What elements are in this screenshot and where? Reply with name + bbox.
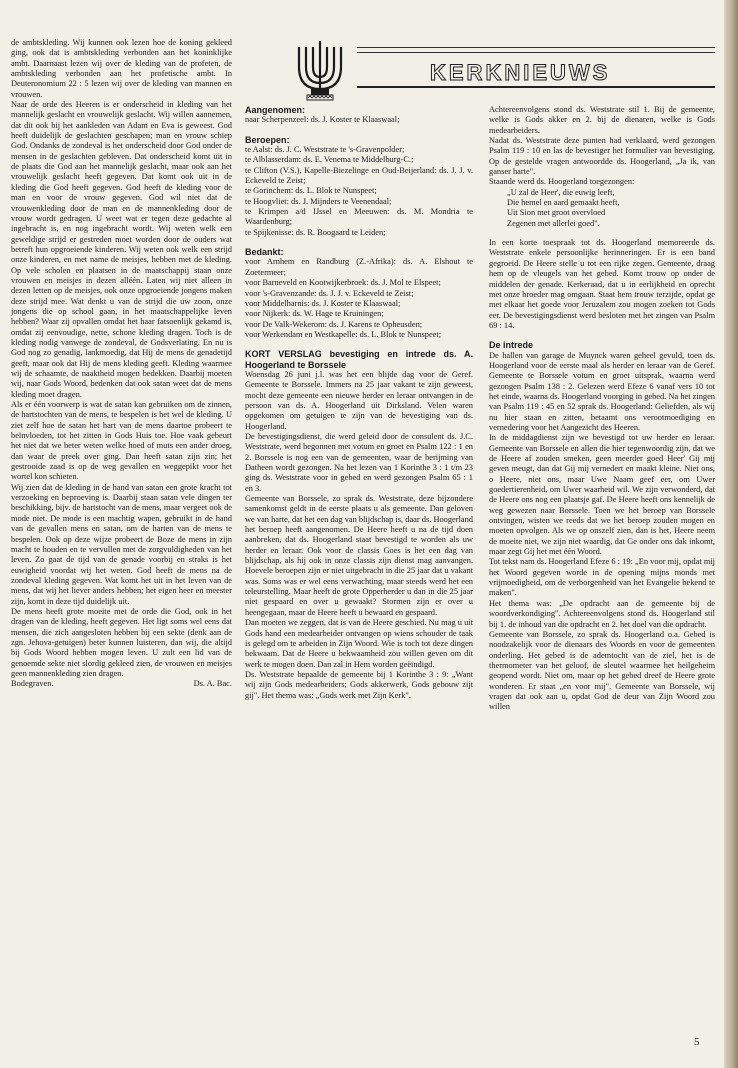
verse-line: Zegenen met allerlei goed". bbox=[507, 218, 600, 228]
signature-place: Bodegraven. bbox=[11, 679, 54, 689]
list-item: voor De Valk-Wekerom: ds. J. Karens te Opheusden; bbox=[245, 319, 423, 329]
paragraph: De mens heeft grote moeite met de orde die God, ook in het dragen van de kleding, heeft gegeven. Het ligt soms wel eens dat mensen, die zich aangesloten hebben bij een sekte (denk aan de zgn. Jehova-getuigen) beter kunnen luisteren, dan wij, die altijd bij Gods Woord hebben mogen leven. U zult een lid van de genoemde sekte niet slordig gekleed zien, de vrouwen en meisjes geen mannenkleding zien dragen. bbox=[11, 606, 232, 678]
page-edge bbox=[724, 0, 738, 1068]
header-rule-top bbox=[357, 47, 715, 48]
list-item: te Clifton (V.S.), Kapelle-Biezelinge en Oud-Beijerland: ds. J. J. v. Eckeveld te Zeist; bbox=[245, 165, 473, 186]
paragraph: Het thema was: „De opdracht aan de gemeente bij de woordverkondiging". Achtereenvolgens stond ds. Hoogerland stil bij 1. de inhoud van die opdracht en 2. het doel van die opdracht. bbox=[489, 598, 715, 629]
paragraph: Naar de orde des Heeren is er onderscheid in kleding van het mannelijk geslacht en vrouwelijk geslacht. Wij willen aannemen, dat dit ook bij het aankleden van Adam en Eva is geweest. God heeft duidelijk de geslachten geschapen; man en vrouw schiep God. Ondanks de zondeval is het onderscheid door God onder de mensen in de geslachten gebleven. Dat onderscheid komt uit in de plaats die God aan het mannelijk geslacht, maar ook aan het vrouwelijk geslacht heeft gegeven. Dat komt ook uit in de kleding die God heeft gegeven. God heeft de kleding voor de man en voor de vrouw gegeven. God wil niet dat de vrouwenkleding door de man en de mannenkleding door de vrouw wordt gedragen. U weet wat er tegen deze gedachte al ingebracht is, en nog ingebracht wordt. Wij weten welk een geweldige strijd er gestreden moet worden door de ouders wat betreft hun opgroeiende kinderen. Wij weten ook welk een strijd onze kinderen, en met name de meisjes, hebben met de kleding. Op vele scholen en plaatsen in de maatschappij staan onze vrouwen en meisjes in dezen alléén. Laten wij niet alleen in dezen letten op de meisjes, ook onze opgroeiende jongens maken deze strijd mee. Wat denkt u van de strijd die uw zoon, onze jongens die op school gaan, in het maatschappelijke leven hebben? Waar zij opvallen omdat het haar fatsoenlijk gekamd is, omdat zij eenvoudige, nette, schone kleding dragen. Toch is de kleding nodig vanwege de zondeval, de Godsverlating. En nu is God nog zo genadig, lankmoedig, dat Hij de mens de genadetijd geeft, maar ook dat Hij de mens kleding geeft. Kleding waarmee wij de schaamte, de naaktheid mogen bedekken. Daarbij moeten wij, naar Gods Woord, bedenken dat ook satan weet dat de mens kleding moet dragen. bbox=[11, 100, 232, 399]
column-1 bbox=[11, 38, 232, 690]
paragraph: Achtereenvolgens stond ds. Weststrate stil 1. Bij de gemeente, welke is Gods akker en 2. bij de dienaren, welke is Gods medearbeiders. bbox=[489, 105, 715, 135]
list-item: voor Werkendam en Westkapelle: ds. L. Blok te Nunspeet; bbox=[245, 329, 442, 339]
section-title: KERKNIEUWS bbox=[430, 60, 611, 85]
paragraph: naar Scherpenzeel: ds. J. Koster te Klaaswaal; bbox=[245, 115, 400, 125]
paragraph: Gemeente van Borssele, zo sprak ds. Hoogerland o.a. Gebed is noodzakelijk voor de dienaars des Woords en voor de gemeenten onderling. Het gebed is de ademtocht van de ziel, het is de thermometer van het geloof, de sleutel waarmee het heilgeheim geopend wordt. Niet om, maar op het gebed dreef de Heere grote wonderen. Er staat „en voor mij". Gemeente van Borssele, wij vragen dat ook aan u, opdat God de deur van Zijn Woord zou willen bbox=[489, 629, 715, 712]
paragraph: In de middagdienst zijn we bevestigd tot uw herder en leraar. Gemeente van Borssele en allen die hier tegenwoordig zijn, dat we de Heere af zouden smeken, geen meerder goed Heer' Gij mij geven meugt, dan dat Gij mij vernedert en maakt kleine. Niet ons, o Heere, niet ons, maar Uwe Naam geef eer, om Uwer goedertierenheid, om Uwer waarheid wil. We zijn verwonderd, dat de Heere ons nog een plaatsje gaf. De Heere heeft ons kennelijk de weg gewezen naar Borssele. Toen we het beroep van Borssele ontvingen, wisten we reeds dat we het beroep zouden mogen en moeten opvolgen. Als we op onszelf zien, dan is het, Heere neem de moeite niet, we zijn niet waardig, dat Ge onder ons dak inkomt, maar zegt Gij het met één Woord. bbox=[489, 433, 715, 557]
paragraph: De hallen van garage de Muynck waren geheel gevuld, toen ds. Hoogerland voor de eerste maal als herder en leraar van de Geref. Gemeente te Borssele votum en groet uitsprak, waarna werd gezongen Psalm 138 : 2. Gelezen werd Efeze 6 vanaf vers 10 tot het einde, waarna ds. Hoogerland voorging in gebed. Na het zingen van Psalm 119 : 45 en 52 sprak ds. Hoogerland: Geliefden, als wij nu hier staan en zitten, betaamt ons verootmoediging en vernedering voor het Aangezicht des Heeren. bbox=[489, 350, 715, 432]
signature-author: Ds. A. Bac. bbox=[193, 679, 232, 689]
heading-aangenomen: Aangenomen: bbox=[245, 105, 306, 115]
list-item: te Gorinchem: ds. L. Blok te Nunspeet; bbox=[245, 186, 377, 196]
paragraph: Woensdag 26 juni j.l. was het een blijde dag voor de Geref. Gemeente te Borssele. Immers na 25 jaar vakant te zijn geweest, mocht deze gemeente een nieuwe herder en leraar ontvangen in de persoon van ds. A. Hoogerland uit Dirksland. Velen waren opgekomen om getuigen te zijn van de bevestiging van ds. Hoogerland. bbox=[245, 369, 473, 431]
list-item: voor Nijkerk: ds. W. Hage te Kruiningen; bbox=[245, 309, 384, 319]
heading-bedankt: Bedankt: bbox=[245, 247, 284, 258]
column-3 bbox=[489, 105, 715, 713]
heading-beroepen: Beroepen: bbox=[245, 134, 290, 145]
verse-line: Uit Sion met groot overvloed bbox=[507, 208, 606, 218]
header-rule-bottom bbox=[357, 86, 715, 88]
paragraph: In een korte toespraak tot ds. Hoogerland memoreerde ds. Weststrate enkele persoonlijke herinneringen. Er is een band gegroeid. De Heere stelle u tot een rijke zegen. Gemeente, draag hem op de vleugels van het gebed. Komt trouw op onder de middelen der genade. Kerkeraad, dat u in eerlijkheid en oprecht met onze broeder mag omgaan. Staat hem trouw terzijde, opdat ge met elkaar het goede voor Jeruzalem zou mogen zoeken tot Gods eer. De bevestigingsdienst werd besloten met het zingen van Psalm 69 : 14. bbox=[489, 238, 715, 330]
verse-line: „U zal de Heer', die euwig leeft, bbox=[507, 187, 615, 197]
page-number: 5 bbox=[694, 1036, 700, 1048]
paragraph: De bevestigingsdienst, die werd geleid door de consulent ds. J.C. Weststrate, werd begonnen met votum en groet en Psalm 122 : 1 en 2. Borssele is nog een van de gemeenten, waar de berijming van Datheen wordt gezongen. Na het lezen van 1 Korinthe 3 : 1 t/m 23 ging ds. Weststrate voor in gebed en werd gezongen Psalm 65 : 1 en 3. bbox=[245, 431, 473, 493]
list-item: voor Barneveld en Kootwijkerbroek: ds. J. Mol te Elspeet; bbox=[245, 278, 441, 288]
menorah-icon bbox=[285, 37, 355, 103]
paragraph: Staande werd ds. Hoogerland toegezongen: bbox=[489, 177, 635, 187]
signature bbox=[11, 679, 232, 689]
heading-verslag: KORT VERSLAG bevestiging en intrede ds. A. Hoogerland te Borssele bbox=[245, 349, 473, 370]
paragraph: de ambtskleding. Wij kunnen ook lezen hoe de koning gekleed ging, ook dat is ambtskleding verbonden aan het koninklijke ambt. Daarnaast lezen wij over de kleding van de profeten, de ambtskleding verbonden aan het profetische ambt. In Deuteronomium 22 : 5 lezen wij over de kleding van mannen en vrouwen. bbox=[11, 38, 232, 99]
list-item: te Alblasserdam: ds. E. Venema te Middelburg-C.; bbox=[245, 155, 414, 165]
list-item: voor Arnhem en Randburg (Z.-Afrika): ds. A. Elshout te Zoetermeer; bbox=[245, 257, 473, 277]
paragraph: Wij zien dat de kleding in de hand van satan een grote kracht tot verzoeking en beproeving is. Daarbij staan satan vele dingen ter beschikking, bijv. de hartstocht van de mens, maar vergeet ook de mode niet. De mode is een machtig wapen, gebruikt in de hand van de gevallen mens en satan, om de harten van de mens te bespelen. Ook op deze wijze probeert de Boze de mens in zijn macht te houden en te vervullen met de zorgvuldigheden van het leven. Zo gaat de tijd van de genade voorbij en straks is het euwigheid voordat wij het weten. God heeft de mens na de zondeval kleding gegeven. Wat komt het uit in het leven van de mens, dat wij het liever anders hebben; het eigen heer en meester zijn, komt in deze tijd duidelijk uit. bbox=[11, 482, 232, 606]
list-item: voor 's-Gravenzande: ds. J. J. v. Eckeveld te Zeist; bbox=[245, 288, 414, 298]
paragraph: Als er één voorwerp is wat de satan kan gebruiken om de zinnen, de hartstochten van de mens, te bespelen is het wel de kleding. U ziet zelf hoe de satan het hart van de mens daartoe probeert te beïnvloeden, tot het zitten in Gods Huis toe. Hoe vaak gebeurt het niet dat we beter weten welke hoed of muts een ander droeg, dan waar de preek over ging. Dan heeft satan zijn zin; het gestrooide zaad is op de weg gevallen en weggepikt voor het wortel kon schieten. bbox=[11, 400, 232, 482]
paragraph: Tot tekst nam ds. Hoogerland Efeze 6 : 19: „En voor mij, opdat mij het Woord gegeven worde in de opening mijns monds met vrijmoedigheid, om de verborgenheid van het Evangelie bekend te maken". bbox=[489, 557, 715, 598]
list-item: voor Middelharnis: ds. J. Koster te Klaaswaal; bbox=[245, 298, 401, 308]
header-rule bbox=[357, 52, 715, 53]
paragraph: Ds. Weststrate bepaalde de gemeente bij 1 Korinthe 3 : 9: „Want wij zijn Gods medearbeiders; Gods akkerwerk, Gods gebouw zijt gij". Het thema was: „Gods werk met Zijn Kerk". bbox=[245, 669, 473, 700]
heading-intrede: De intrede bbox=[489, 340, 534, 351]
paragraph: Gemeente van Borssele, zo sprak ds. Weststrate, deze bijzondere samenkomst geldt in de eerste plaats u als gemeente. Dan geloven we van harte, dat het een dag van blijdschap is, daar ds. Hoogerland het beroep heeft aangenomen. De Heere heeft u na de tijd doen aanbreken, dat ds. Hoogerland staat bevestigd te worden als uw herder en leraar. Ook voor de classis Goes is het een dag van blijdschap, als hij ook in onze classis zijn dienst mag aanvangen. Hoevele beroepen zijn er niet uitgebracht in die 25 jaar dat u vakant was. Soms was er wel eens verwachting, maar steeds werd het een teleurstelling. Maar heeft de grote Opperherder u dan in die 25 jaar niet gespaard en over u gewaakt? Stormen zijn er over u heengegaan, maar de Heere heeft u bewaard en gespaard. bbox=[245, 494, 473, 617]
list-item: te Hoogvliet: ds. J. Mijnders te Veenendaal; bbox=[245, 196, 392, 206]
list-item: te Krimpen a/d IJssel en Meeuwen: ds. M. Mondria te Waardenburg; bbox=[245, 207, 473, 227]
list-item: te Spijkenisse: ds. R. Boogaard te Leiden; bbox=[245, 227, 386, 237]
paragraph: Nadat ds. Weststrate deze punten had verklaard, werd gezongen Psalm 119 : 10 en las de bevestiger het formulier van bevestiging. Op de gestelde vragen antwoordde ds. Hoogerland, „Ja ik, van ganser harte". bbox=[489, 136, 715, 177]
paragraph: Dan moeten we zeggen, dat is van de Heere geschied. Nu mag u uit Gods hand een medearbeider ontvangen op wiens schouder de taak is gelegd om te arbeiden in Zijn Woord. Wie is toch tot deze dingen bekwaam. Dat de Heere u bekwaamheid zou willen geven om dit werk te mogen doen. Dan zal in Hem worden geëindigd. bbox=[245, 618, 473, 669]
column-2 bbox=[245, 105, 473, 701]
list-item: te Aalst: ds. J. C. Weststrate te 's-Gravenpolder; bbox=[245, 145, 405, 155]
verse-line: Die hemel en aard gemaakt heeft, bbox=[507, 198, 620, 208]
